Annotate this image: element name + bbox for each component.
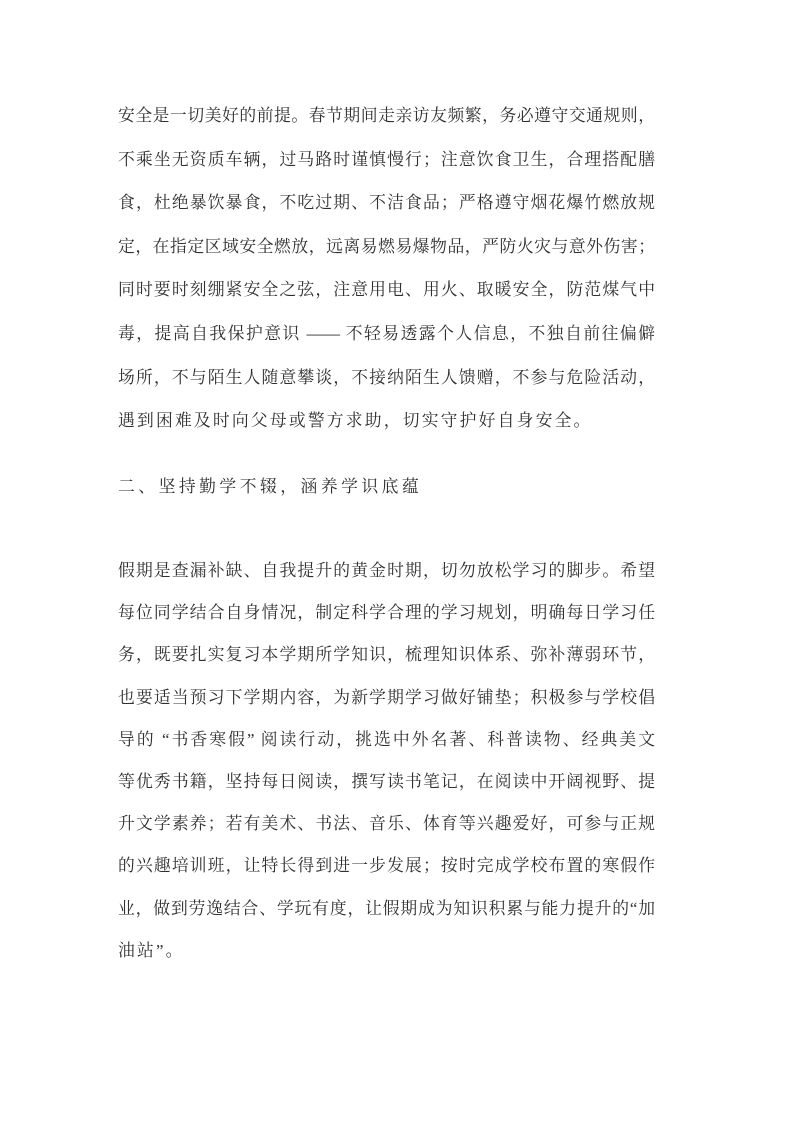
paragraph-line: 场所，不与陌生人随意攀谈，不接纳陌生人馈赠，不参与危险活动，	[118, 367, 655, 387]
paragraph-line: 遇到困难及时向父母或警方求助，切实守护好自身安全。	[118, 411, 593, 431]
paragraph-line: 食，杜绝暴饮暴食，不吃过期、不洁食品；严格遵守烟花爆竹燃放规	[118, 193, 655, 213]
paragraph-line: 的兴趣培训班，让特长得到进一步发展；按时完成学校布置的寒假作	[118, 856, 655, 876]
paragraph-line: 等优秀书籍，坚持每日阅读，撰写读书笔记，在阅读中开阔视野、提	[118, 772, 655, 792]
paragraph-line: 务，既要扎实复习本学期所学知识，梳理知识体系、弥补薄弱环节，	[118, 645, 655, 665]
paragraph-line: 业，做到劳逸结合、学玩有度，让假期成为知识积累与能力提升的“加	[118, 898, 655, 918]
paragraph-line: 每位同学结合自身情况，制定科学合理的学习规划，明确每日学习任	[118, 603, 655, 623]
paragraph-line: 同时要时刻绷紧安全之弦，注意用电、用火、取暖安全，防范煤气中	[118, 280, 655, 300]
study-paragraph	[118, 550, 655, 972]
paragraph-line: 安全是一切美好的前提。春节期间走亲访友频繁，务必遵守交通规则，	[118, 106, 655, 125]
paragraph-line: 假期是查漏补缺、自我提升的黄金时期，切勿放松学习的脚步。希望	[118, 561, 655, 580]
paragraph-line: 定，在指定区域安全燃放，远离易燃易爆物品，严防火灾与意外伤害；	[118, 236, 655, 256]
paragraph-line: 升文学素养；若有美术、书法、音乐、体育等兴趣爱好，可参与正规	[118, 814, 655, 834]
paragraph-line: 油站”。	[118, 940, 185, 960]
safety-paragraph	[118, 94, 655, 443]
paragraph-line: 也要适当预习下学期内容，为新学期学习做好铺垫；积极参与学校倡	[118, 687, 655, 707]
section-heading: 二、坚持勤学不辍，涵养学识底蕴	[118, 477, 423, 496]
paragraph-line: 导的 “书香寒假” 阅读行动，挑选中外名著、科普读物、经典美文	[118, 729, 655, 749]
paragraph-line: 毒，提高自我保护意识 —— 不轻易透露个人信息，不独自前往偏僻	[118, 323, 655, 343]
paragraph-line: 不乘坐无资质车辆，过马路时谨慎慢行；注意饮食卫生，合理搭配膳	[118, 149, 655, 169]
